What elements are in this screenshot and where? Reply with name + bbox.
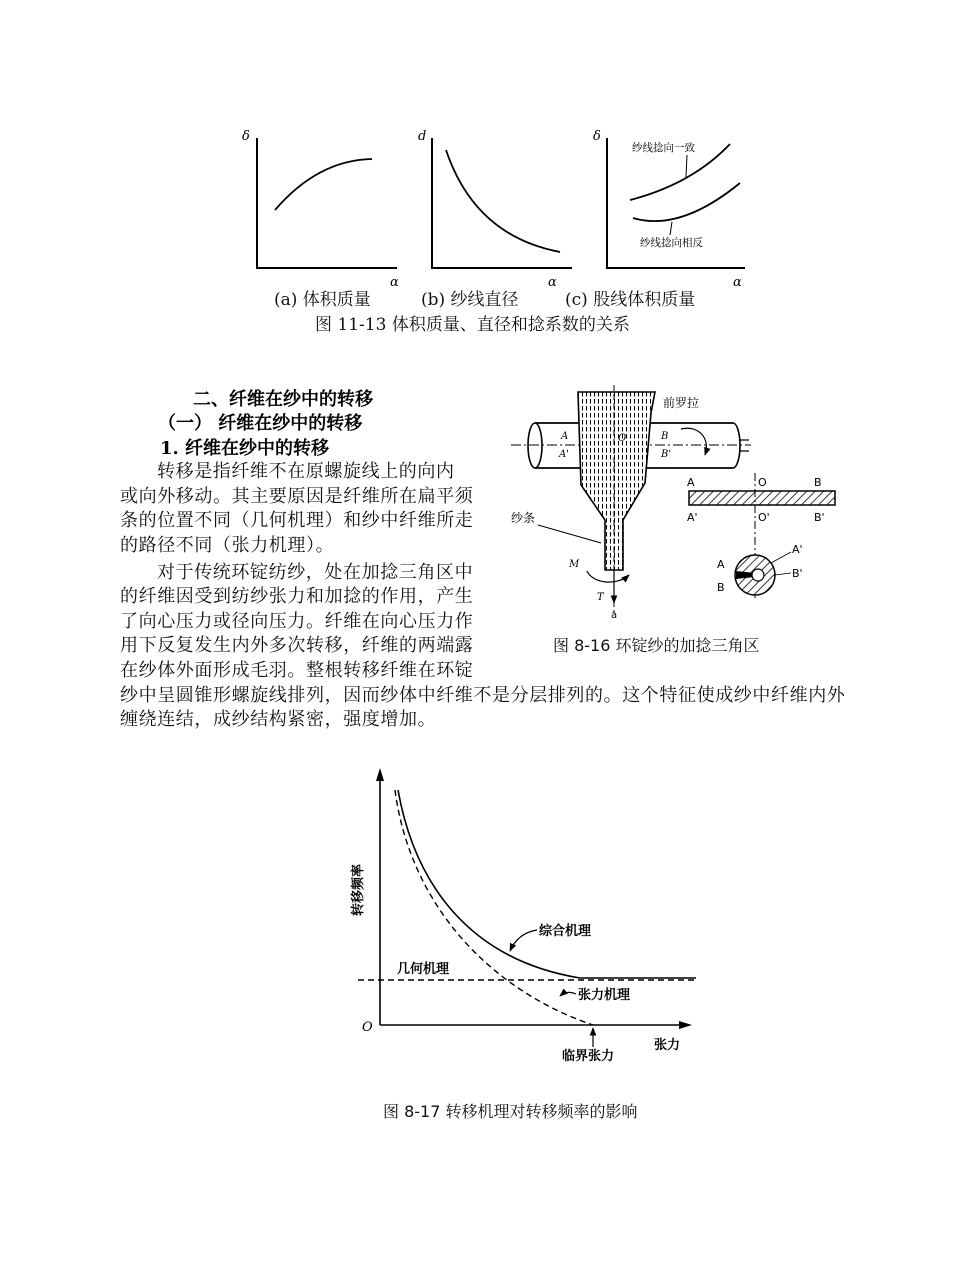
section-point-a: A <box>717 558 725 571</box>
roller-label: 前罗拉 <box>663 396 700 410</box>
section-leader-a-prime <box>771 552 791 563</box>
strand-leader <box>538 525 601 543</box>
panel-b-x-label: α <box>548 275 557 290</box>
yarn-cross-section <box>717 543 803 595</box>
paragraph-2-line: 用下反复发生内外多次转移，纤维的两端露 <box>120 635 474 656</box>
panel-c-upper-leader <box>686 155 687 177</box>
panel-b-y-label: d <box>418 129 427 144</box>
panel-c-y-label: δ <box>593 129 601 144</box>
panel-c-upper-curve-label: 纱线捻向一致 <box>632 142 695 154</box>
paragraph-1-line: 的路径不同（张力机理）。 <box>120 535 335 556</box>
paragraph-2-line: 了向心压力或径向压力。纤维在向心压力作 <box>120 611 474 632</box>
section-bar-hatched <box>689 491 835 505</box>
roller-point-a: A <box>561 431 569 442</box>
strand-label: 纱条 <box>511 511 536 525</box>
panel-c-lower-leader <box>670 222 672 235</box>
panel-a-x-label: α <box>390 275 399 290</box>
roller-point-b-prime: B' <box>661 449 672 460</box>
critical-tension-label: 临界张力 <box>562 1049 615 1064</box>
panel-b-curve <box>446 150 560 252</box>
bar-point-b: B <box>814 476 822 489</box>
subcaption-b: (b) 纱线直径 <box>421 290 519 310</box>
figure-8-16-twist-triangle <box>505 385 845 625</box>
twist-triangle-bundle <box>578 392 655 570</box>
panel-c-lower-curve-label: 纱线捻向相反 <box>640 237 703 249</box>
paragraph-2-line: 纱中呈圆锥形螺旋线排列，因而纱体中纤维不是分层排列的。这个特征使成纱中纤维内外 <box>120 685 846 706</box>
paragraph-1-line: 转移是指纤维不在原螺旋线上的向内 <box>157 461 455 482</box>
paragraph-2-line: 缠绕连结，成纱结构紧密，强度增加。 <box>120 709 437 730</box>
bar-point-b-prime: B' <box>814 511 825 524</box>
section-heading-1: 二、纤维在纱中的转移 <box>193 389 373 410</box>
panel-b <box>418 129 572 290</box>
twist-rotation-arrow <box>587 571 629 582</box>
bar-point-o: O <box>758 476 767 489</box>
section-point-b: B <box>717 581 725 594</box>
paragraph-1-line: 或向外移动。其主要原因是纤维所在扁平须 <box>120 486 474 507</box>
subcaption-c: (c) 股线体积质量 <box>565 290 696 310</box>
figure-11-13-graphs <box>230 118 760 290</box>
roller-rotation-arrow <box>681 428 706 455</box>
paragraph-2-line: 对于传统环锭纺纱，处在加捻三角区中 <box>157 562 474 583</box>
panel-a-y-label: δ <box>242 129 250 144</box>
subcaption-a: (a) 体积质量 <box>274 290 371 310</box>
origin-label: O <box>362 1020 373 1035</box>
figure-8-16-caption: 图 8-16 环锭纱的加捻三角区 <box>553 636 760 655</box>
section-point-a-prime: A' <box>792 543 803 556</box>
bar-point-a-prime: A' <box>687 511 698 524</box>
tension-label: T <box>597 592 604 603</box>
panel-c <box>593 129 745 290</box>
figure-8-17-caption: 图 8-17 转移机理对转移频率的影响 <box>383 1102 638 1121</box>
y-axis-label: 转移频率 <box>351 863 366 917</box>
panel-a-curve <box>275 159 372 210</box>
panel-c-x-label: α <box>733 275 742 290</box>
combined-mechanism-curve <box>398 790 696 978</box>
combined-mechanism-arrow <box>510 930 537 951</box>
figure-11-13-caption: 图 11-13 体积质量、直径和捻系数的关系 <box>315 315 630 335</box>
tension-mechanism-curve <box>395 790 593 1025</box>
bar-point-a: A <box>687 476 695 489</box>
section-heading-2: （一） 纤维在纱中的转移 <box>158 413 363 434</box>
tension-mechanism-label: 张力机理 <box>578 988 631 1003</box>
combined-mechanism-label: 综合机理 <box>539 924 592 939</box>
roller-point-b: B <box>661 431 669 442</box>
section-point-b-prime: B' <box>792 567 803 580</box>
paragraph-2-line: 的纤维因受到纺纱张力和加捻的作用，产生 <box>120 586 474 607</box>
panel-a <box>242 129 399 290</box>
roller-point-a-prime: A' <box>559 449 569 460</box>
roller-point-o: O <box>618 433 627 444</box>
tension-mechanism-arrow <box>560 992 576 996</box>
section-heading-3: 1. 纤维在纱中的转移 <box>160 438 330 459</box>
paragraph-2-line: 在纱体外面形成毛羽。整根转移纤维在环锭 <box>120 660 474 681</box>
figure-8-17-migration-frequency <box>340 765 700 1070</box>
panel-c-lower-curve <box>633 183 740 221</box>
paragraph-1-line: 条的位置不同（几何机理）和纱中纤维所走 <box>120 510 474 531</box>
section-leader-b-prime <box>775 573 791 575</box>
x-axis-arrow <box>679 1021 692 1029</box>
bar-point-o-prime: O' <box>758 511 770 524</box>
y-axis-arrow <box>376 768 384 781</box>
point-a-label: a <box>611 610 618 621</box>
x-axis-label: 张力 <box>654 1038 681 1053</box>
cross-section-core <box>752 569 764 581</box>
geometric-mechanism-label: 几何机理 <box>397 962 450 977</box>
moment-label: M <box>569 559 580 570</box>
